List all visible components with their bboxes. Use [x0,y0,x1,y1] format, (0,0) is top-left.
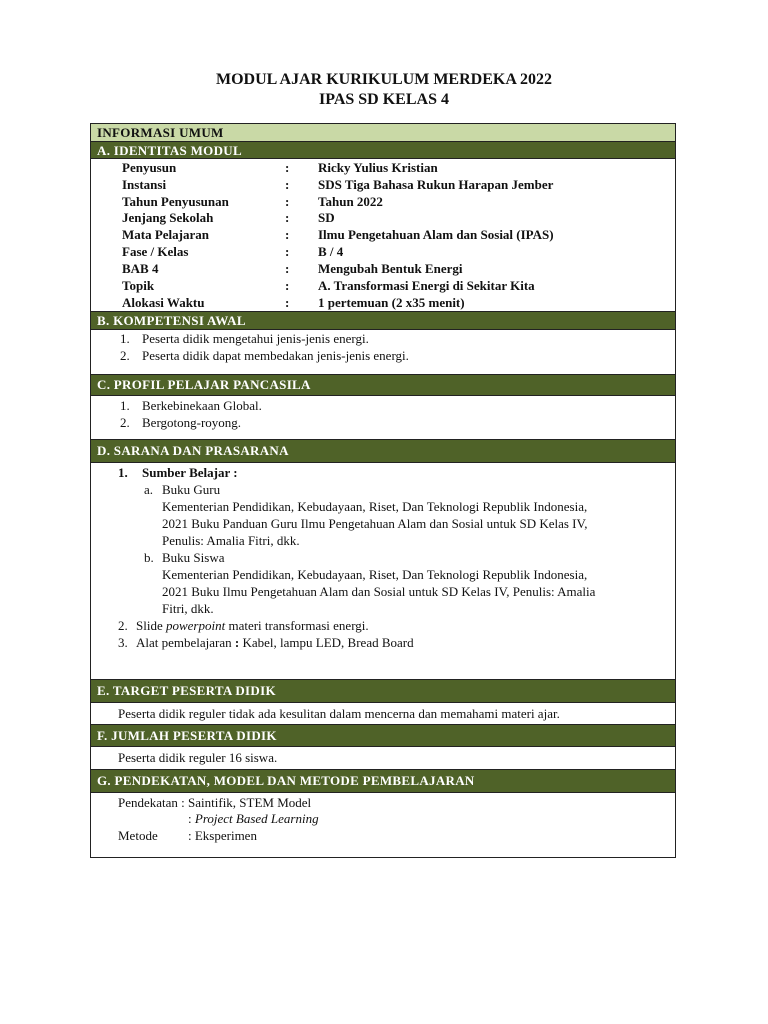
informasi-umum-header: INFORMASI UMUM [91,124,675,142]
text-segment-italic: Project Based Learning [194,811,319,826]
identity-colon: : [285,278,290,293]
list-item: Berkebinekaan Global. [142,398,262,413]
metode-label: Metode [118,828,158,843]
identity-colon: : [285,295,290,310]
identity-label: Jenjang Sekolah [122,210,214,225]
text-segment: Kabel, lampu LED, Bread Board [239,635,414,650]
jumlah-text: Peserta didik reguler 16 siswa. [118,750,278,765]
section-a-header: A. IDENTITAS MODUL [91,141,675,159]
buku-guru-title: Buku Guru [162,482,221,497]
list-item [136,634,414,651]
text-segment: : [188,811,192,826]
sumber-belajar-label: Sumber Belajar : [142,465,238,480]
section-b-header: B. KOMPETENSI AWAL [91,311,675,330]
sub-list-letter: a. [144,482,154,497]
document-subtitle: IPAS SD KELAS 4 [319,91,449,108]
identity-value: B / 4 [318,244,344,259]
identity-label: Penyusun [122,160,177,175]
identity-value: A. Transformasi Energi di Sekitar Kita [318,278,535,293]
list-item [136,617,369,634]
document-title: MODUL AJAR KURIKULUM MERDEKA 2022 [215,71,552,88]
identity-label: Topik [122,278,155,293]
identity-value: SD [318,210,335,225]
list-number: 2. [120,415,130,430]
identity-colon: : [285,177,290,192]
identity-colon: : [285,244,290,259]
identity-label: Instansi [122,177,167,192]
identity-colon: : [285,194,290,209]
reference-line: Kementerian Pendidikan, Kebudayaan, Riset, Dan Teknologi Republik Indonesia, [162,567,588,582]
list-number: 1. [118,465,128,480]
section-e-header: E. TARGET PESERTA DIDIK [91,679,675,703]
reference-line: 2021 Buku Panduan Guru Ilmu Pengetahuan Alam dan Sosial untuk SD Kelas IV, [162,516,588,531]
reference-line: Penulis: Amalia Fitri, dkk. [162,533,300,548]
list-item: Bergotong-royong. [142,415,242,430]
identity-value: Ricky Yulius Kristian [318,160,438,175]
text-segment: Slide [136,618,166,633]
reference-line: Fitri, dkk. [162,601,214,616]
identity-value: SDS Tiga Bahasa Rukun Harapan Jember [318,177,554,192]
identity-label: BAB 4 [122,261,159,276]
identity-label: Mata Pelajaran [122,227,210,242]
buku-siswa-title: Buku Siswa [162,550,225,565]
text-segment: Alat pembelajaran [136,635,235,650]
list-item: Peserta didik dapat membedakan jenis-jenis energi. [142,348,409,363]
list-number: 2. [120,348,130,363]
sub-list-letter: b. [144,550,154,565]
pendekatan-line: Pendekatan : Saintifik, STEM Model [118,795,312,810]
section-g-header: G. PENDEKATAN, MODEL DAN METODE PEMBELAJARAN [91,769,675,793]
text-segment: materi transformasi energi. [225,618,369,633]
text-segment-italic: powerpoint [165,618,226,633]
metode-value: : Eksperimen [188,828,257,843]
identity-colon: : [285,261,290,276]
identity-value: 1 pertemuan (2 x35 menit) [318,295,465,310]
identity-colon: : [285,210,290,225]
section-c-header: C. PROFIL PELAJAR PANCASILA [91,374,675,396]
identity-colon: : [285,160,290,175]
identity-value: Tahun 2022 [318,194,383,209]
reference-line: Kementerian Pendidikan, Kebudayaan, Riset, Dan Teknologi Republik Indonesia, [162,499,588,514]
reference-line: 2021 Buku Ilmu Pengetahuan Alam dan Sosial untuk SD Kelas IV, Penulis: Amalia [162,584,596,599]
identity-label: Fase / Kelas [122,244,189,259]
list-number: 1. [120,331,130,346]
list-number: 1. [120,398,130,413]
identity-value: Mengubah Bentuk Energi [318,261,463,276]
section-d-header: D. SARANA DAN PRASARANA [91,439,675,463]
identity-label: Alokasi Waktu [122,295,205,310]
target-text: Peserta didik reguler tidak ada kesulitan dalam mencerna dan memahami materi ajar. [118,706,560,721]
list-item: Peserta didik mengetahui jenis-jenis energi. [142,331,369,346]
text-segment-bold: : [234,635,240,650]
module-table [90,123,676,858]
list-number: 3. [118,635,128,650]
identity-label: Tahun Penyusunan [122,194,229,209]
section-f-header: F. JUMLAH PESERTA DIDIK [91,724,675,747]
identity-value: Ilmu Pengetahuan Alam dan Sosial (IPAS) [318,227,554,242]
list-number: 2. [118,618,128,633]
identity-colon: : [285,227,290,242]
model-line [188,810,319,827]
